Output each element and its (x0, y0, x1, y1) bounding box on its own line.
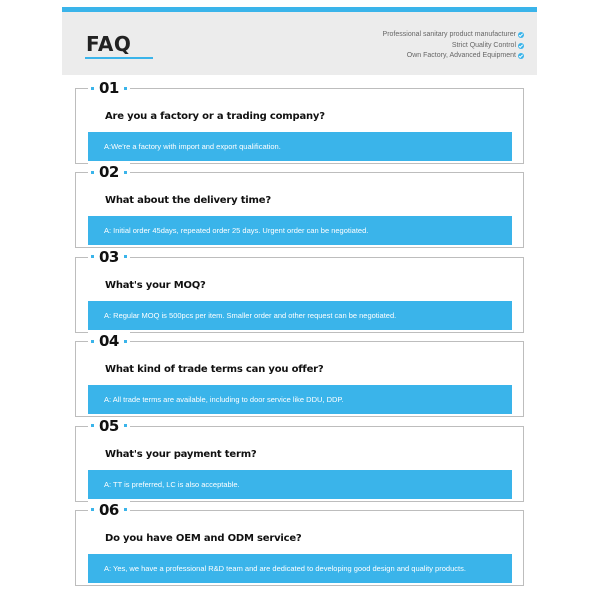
dot-icon (124, 171, 127, 174)
faq-question: Do you have OEM and ODM service? (105, 532, 302, 544)
faq-answer: A: TT is preferred, LC is also acceptable. (88, 470, 512, 499)
faq-number: 02 (99, 163, 119, 182)
faq-number: 06 (99, 500, 119, 519)
faq-question: What's your MOQ? (105, 279, 206, 291)
faq-question: What's your payment term? (105, 448, 257, 460)
tagline-text: Professional sanitary product manufacturer (382, 31, 516, 38)
faq-list (75, 79, 524, 586)
faq-number: 04 (99, 332, 119, 351)
taglines (383, 30, 524, 62)
faq-item-06 (75, 500, 524, 586)
faq-number: 03 (99, 247, 119, 266)
faq-answer: A:We're a factory with import and export qualification. (88, 132, 512, 161)
faq-item-05 (75, 416, 524, 502)
faq-number-badge (88, 79, 130, 97)
faq-number-badge (88, 501, 130, 519)
dot-icon (124, 424, 127, 427)
faq-number-badge (88, 332, 130, 350)
dot-icon (91, 255, 94, 258)
dot-icon (124, 340, 127, 343)
check-circle-icon (518, 53, 524, 59)
faq-answer: A: Initial order 45days, repeated order 25 days. Urgent order can be negotiated. (88, 216, 512, 245)
dot-icon (91, 87, 94, 90)
faq-item-03 (75, 247, 524, 333)
faq-header (62, 7, 537, 75)
faq-item-01 (75, 79, 524, 164)
check-circle-icon (518, 43, 524, 49)
faq-question: Are you a factory or a trading company? (105, 111, 325, 122)
faq-answer: A: Yes, we have a professional R&D team and are dedicated to developing good design and quality products. (88, 554, 512, 583)
tagline-text: Own Factory, Advanced Equipment (406, 52, 516, 59)
faq-item-02 (75, 163, 524, 248)
tagline-item (383, 30, 524, 41)
faq-number-badge (88, 417, 130, 435)
dot-icon (91, 508, 94, 511)
title-underline (85, 57, 153, 59)
faq-answer: A: Regular MOQ is 500pcs per item. Smaller order and other request can be negotiated. (88, 301, 512, 330)
faq-question: What about the delivery time? (105, 195, 271, 207)
page-title: FAQ (86, 32, 132, 56)
dot-icon (124, 508, 127, 511)
dot-icon (124, 87, 127, 90)
tagline-item (383, 51, 524, 62)
faq-number-badge (88, 163, 130, 181)
dot-icon (124, 255, 127, 258)
tagline-text: Strict Quality Control (451, 41, 516, 49)
check-circle-icon (518, 32, 524, 38)
tagline-item (383, 41, 524, 52)
faq-item-04 (75, 332, 524, 417)
dot-icon (91, 340, 94, 343)
dot-icon (91, 424, 94, 427)
faq-question: What kind of trade terms can you offer? (105, 364, 324, 376)
faq-number-badge (88, 248, 130, 266)
faq-answer: A: All trade terms are available, including to door service like DDU, DDP. (88, 385, 512, 414)
faq-number: 05 (99, 416, 119, 435)
dot-icon (91, 171, 94, 174)
faq-number: 01 (99, 79, 119, 97)
